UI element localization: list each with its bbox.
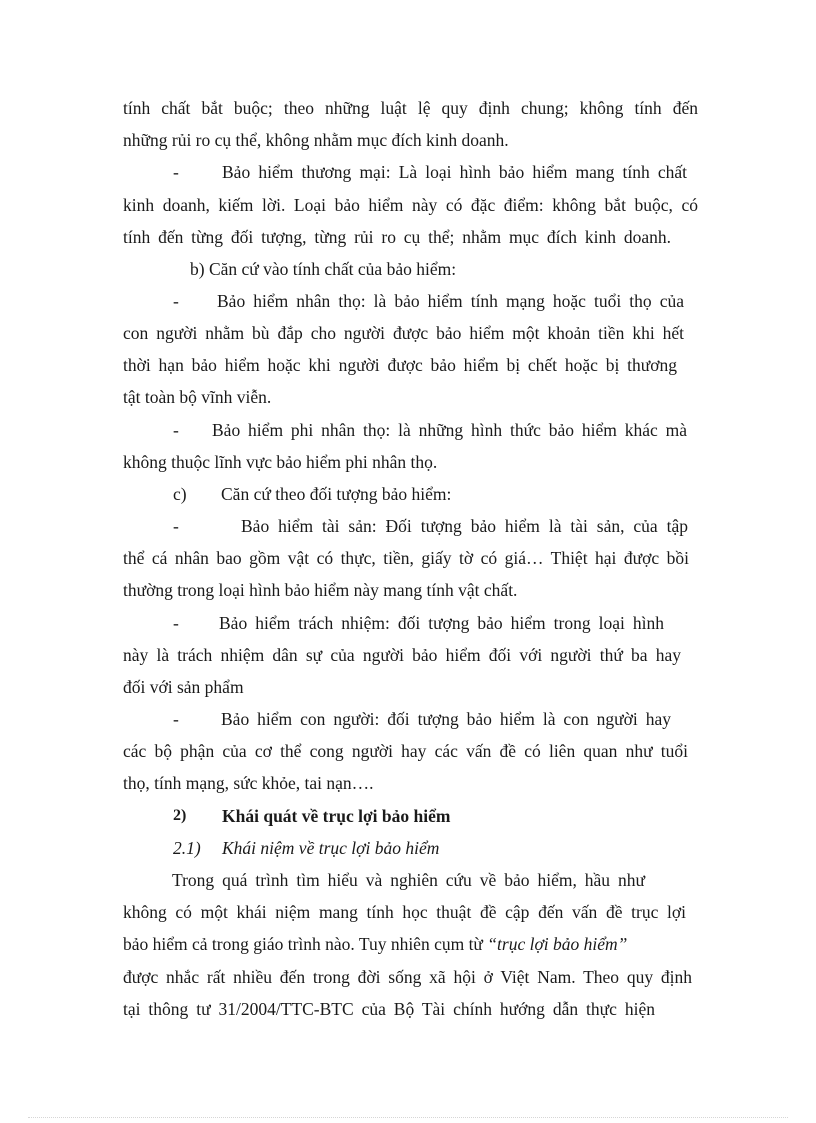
- paragraph-line: thể cá nhân bao gồm vật có thực, tiền, giấy tờ có giá… Thiệt hại được bồi: [123, 548, 689, 568]
- page-bottom-divider: [28, 1117, 788, 1118]
- bullet-line: Bảo hiểm thương mại: Là loại hình bảo hiểm mang tính chất: [222, 162, 687, 182]
- paragraph-line: Trong quá trình tìm hiểu và nghiên cứu về bảo hiểm, hầu như: [172, 870, 645, 890]
- paragraph-line: đối với sản phẩm: [123, 677, 244, 697]
- section-heading-b: b) Căn cứ vào tính chất của bảo hiểm:: [190, 259, 457, 279]
- paragraph-line: không có một khái niệm mang tính học thuật đề cập đến vấn đề trục lợi: [123, 902, 686, 922]
- bullet-line: Bảo hiểm nhân thọ: là bảo hiểm tính mạng hoặc tuổi thọ của: [217, 291, 684, 311]
- paragraph-line: tại thông tư 31/2004/TTC-BTC của Bộ Tài chính hướng dẫn thực hiện: [123, 999, 655, 1019]
- paragraph-line: tính đến từng đối tượng, từng rủi ro cụ thể; nhằm mục đích kinh doanh.: [123, 227, 671, 247]
- paragraph-line: này là trách nhiệm dân sự của người bảo hiểm đối với người thứ ba hay: [123, 645, 681, 665]
- paragraph-line: thời hạn bảo hiểm hoặc khi người được bảo hiểm bị chết hoặc bị thương: [123, 355, 677, 375]
- bullet-dash: -: [173, 162, 179, 182]
- bullet-line: Bảo hiểm con người: đối tượng bảo hiểm là con người hay: [221, 709, 671, 729]
- paragraph-line: thọ, tính mạng, sức khỏe, tai nạn….: [123, 773, 374, 793]
- subheading-title: Khái niệm về trục lợi bảo hiểm: [222, 838, 440, 858]
- paragraph-line: thường trong loại hình bảo hiểm này mang tính vật chất.: [123, 580, 518, 600]
- paragraph-line: các bộ phận của cơ thể cong người hay các vấn đề có liên quan như tuổi: [123, 741, 688, 761]
- bullet-line: Bảo hiểm trách nhiệm: đối tượng bảo hiểm trong loại hình: [219, 613, 664, 633]
- paragraph-line: tật toàn bộ vĩnh viễn.: [123, 387, 272, 407]
- bullet-dash: -: [173, 291, 179, 311]
- bullet-line: Bảo hiểm phi nhân thọ: là những hình thức bảo hiểm khác mà: [212, 420, 687, 440]
- section-heading-c: Căn cứ theo đối tượng bảo hiểm:: [221, 484, 452, 504]
- paragraph-text: bảo hiểm cả trong giáo trình nào. Tuy nhiên cụm từ: [123, 934, 483, 954]
- subheading-number: 2.1): [173, 838, 201, 858]
- list-marker-c: c): [173, 484, 187, 504]
- paragraph-line-with-quote: [123, 933, 678, 955]
- bullet-dash: -: [173, 420, 179, 440]
- paragraph-line: những rủi ro cụ thể, không nhằm mục đích kinh doanh.: [123, 130, 509, 150]
- bullet-dash: -: [173, 516, 179, 536]
- heading-number: 2): [173, 807, 187, 824]
- paragraph-line: kinh doanh, kiếm lời. Loại bảo hiểm này có đặc điểm: không bắt buộc, có: [123, 195, 698, 215]
- paragraph-line: được nhắc rất nhiều đến trong đời sống xã hội ở Việt Nam. Theo quy định: [123, 967, 692, 987]
- bullet-line: Bảo hiểm tài sản: Đối tượng bảo hiểm là tài sản, của tập: [241, 516, 688, 536]
- heading-title: Khái quát về trục lợi bảo hiểm: [222, 806, 451, 826]
- paragraph-line: không thuộc lĩnh vực bảo hiểm phi nhân thọ.: [123, 452, 438, 472]
- bullet-dash: -: [173, 613, 179, 633]
- paragraph-line: tính chất bắt buộc; theo những luật lệ quy định chung; không tính đến: [123, 98, 698, 118]
- quoted-term: “trục lợi bảo hiểm”: [487, 934, 628, 954]
- paragraph-line: con người nhằm bù đắp cho người được bảo hiểm một khoản tiền khi hết: [123, 323, 684, 343]
- bullet-dash: -: [173, 709, 179, 729]
